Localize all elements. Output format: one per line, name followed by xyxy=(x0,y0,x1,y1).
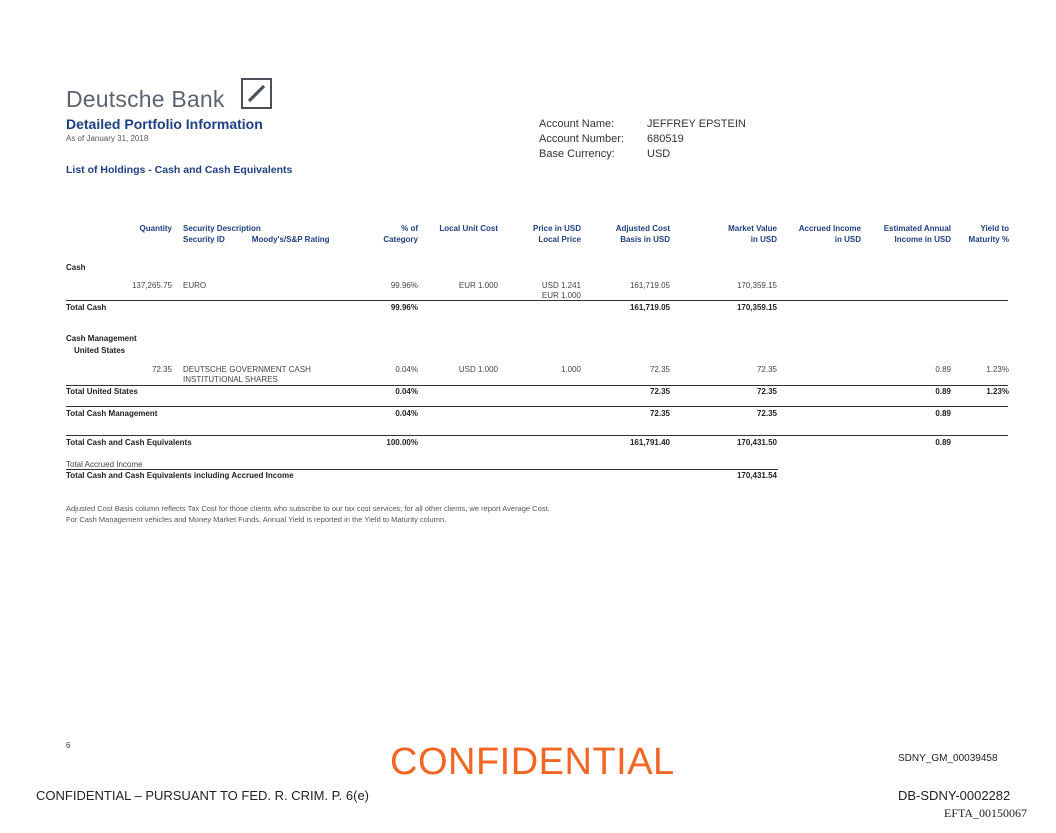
total-cce-label: Total Cash and Cash Equivalents xyxy=(66,438,192,447)
total-cm-label: Total Cash Management xyxy=(66,409,158,418)
col-eai-line2: Income in USD xyxy=(894,235,951,244)
euro-quantity: 137,265.75 xyxy=(131,281,172,290)
note-line-1: Adjusted Cost Basis column reflects Tax Cost for those clients who subscribe to our tax cost services; for all other clients, we report Average Cost. xyxy=(66,504,550,513)
col-quantity: Quantity xyxy=(139,224,172,233)
dws-market-value: 72.35 xyxy=(756,365,777,374)
total-incl-market-value: 170,431.54 xyxy=(736,471,777,480)
euro-description: EURO xyxy=(183,281,207,290)
col-price-line1: Price in USD xyxy=(532,224,581,233)
col-mv-line2: in USD xyxy=(750,235,777,244)
note-line-2: For Cash Management vehicles and Money Market Funds, Annual Yield is reported in the Yield to Maturity column. xyxy=(66,515,447,524)
dws-price: 1.000 xyxy=(560,365,581,374)
dws-local-unit-cost: USD 1.000 xyxy=(458,365,498,374)
col-price xyxy=(505,223,581,245)
section-cash: Cash xyxy=(66,263,86,272)
col-rating: Moody's/S&P Rating xyxy=(251,235,330,244)
sdny-bates-id: SDNY_GM_00039458 xyxy=(898,753,998,764)
col-estimated-income xyxy=(865,223,951,245)
total-us-market-value: 72.35 xyxy=(756,387,777,396)
col-price-line2: Local Price xyxy=(538,235,581,244)
dws-pct: 0.04% xyxy=(395,365,418,374)
subsection-united-states: United States xyxy=(74,346,126,355)
total-us-pct: 0.04% xyxy=(395,387,418,396)
euro-price-local: EUR 1.000 xyxy=(541,291,581,300)
dws-adjusted-cost: 72.35 xyxy=(649,365,670,374)
total-us-adjusted-cost: 72.35 xyxy=(649,387,670,396)
divider xyxy=(66,406,1008,407)
col-yield xyxy=(955,223,1009,245)
col-adj-line2: Basis in USD xyxy=(620,235,670,244)
account-name-value: JEFFREY EPSTEIN xyxy=(647,118,746,130)
total-cce-pct: 100.00% xyxy=(386,438,418,447)
logo-text: Deutsche Bank xyxy=(66,86,225,112)
euro-price-usd: USD 1.241 xyxy=(541,281,581,290)
divider xyxy=(66,385,1008,386)
section-subtitle: List of Holdings - Cash and Cash Equivalents xyxy=(66,164,293,176)
total-cash-adjusted-cost: 161,719.05 xyxy=(629,303,670,312)
dws-yield: 1.23% xyxy=(986,365,1009,374)
confidential-stamp: CONFIDENTIAL xyxy=(390,741,675,783)
total-cm-market-value: 72.35 xyxy=(756,409,777,418)
dws-description-2: INSTITUTIONAL SHARES xyxy=(183,375,278,384)
col-security-description: Security Description xyxy=(183,224,261,233)
col-pct-category xyxy=(350,223,418,245)
col-adjusted-cost xyxy=(590,223,670,245)
col-pct-line2: Category xyxy=(383,235,418,244)
divider xyxy=(66,300,1008,301)
col-accrued-income xyxy=(780,223,861,245)
account-name-label: Account Name: xyxy=(539,118,615,130)
total-cm-adjusted-cost: 72.35 xyxy=(649,409,670,418)
col-ai-line1: Accrued Income xyxy=(798,224,861,233)
total-cce-adjusted-cost: 161,791.40 xyxy=(629,438,670,447)
col-mv-line1: Market Value xyxy=(728,224,777,233)
total-cash-label: Total Cash xyxy=(66,303,107,312)
col-eai-line1: Estimated Annual xyxy=(883,224,951,233)
euro-local-unit-cost: EUR 1.000 xyxy=(458,281,498,290)
account-number-label: Account Number: xyxy=(539,133,624,145)
divider xyxy=(66,469,778,470)
total-cm-pct: 0.04% xyxy=(395,409,418,418)
section-cash-management: Cash Management xyxy=(66,334,137,343)
col-market-value xyxy=(697,223,777,245)
deutsche-bank-logo-icon xyxy=(241,78,272,109)
account-number-value: 680519 xyxy=(647,133,684,145)
base-currency-label: Base Currency: xyxy=(539,148,615,160)
page-number: 6 xyxy=(66,741,71,750)
total-cce-market-value: 170,431.50 xyxy=(736,438,777,447)
euro-pct: 99.96% xyxy=(390,281,418,290)
as-of-date: As of January 31, 2018 xyxy=(66,134,149,143)
dws-quantity: 72.35 xyxy=(151,365,172,374)
col-local-unit-cost: Local Unit Cost xyxy=(439,224,498,233)
base-currency-value: USD xyxy=(647,148,671,160)
euro-market-value: 170,359.15 xyxy=(736,281,777,290)
total-incl-label: Total Cash and Cash Equivalents including Accrued Income xyxy=(66,471,294,480)
efta-id: EFTA_00150067 xyxy=(944,806,1028,820)
total-cash-pct: 99.96% xyxy=(390,303,418,312)
confidential-notice: CONFIDENTIAL – PURSUANT TO FED. R. CRIM. P. 6(e) xyxy=(36,788,370,803)
page-title: Detailed Portfolio Information xyxy=(66,116,263,132)
total-us-est-income: 0.89 xyxy=(935,387,951,396)
total-cce-est-income: 0.89 xyxy=(935,438,951,447)
db-bates-id: DB-SDNY-0002282 xyxy=(898,788,1011,803)
total-accrued-label: Total Accrued Income xyxy=(66,460,143,469)
total-us-label: Total United States xyxy=(66,387,138,396)
account-info xyxy=(539,117,746,162)
col-ai-line2: in USD xyxy=(834,235,861,244)
dws-est-income: 0.89 xyxy=(935,365,951,374)
col-ytm-line2: Maturity % xyxy=(968,235,1009,244)
col-ytm-line1: Yield to xyxy=(980,224,1009,233)
col-adj-line1: Adjusted Cost xyxy=(615,224,670,233)
dws-description-1: DEUTSCHE GOVERNMENT CASH xyxy=(183,365,311,374)
divider xyxy=(66,435,1008,436)
col-pct-line1: % of xyxy=(401,224,418,233)
total-us-yield: 1.23% xyxy=(986,387,1009,396)
total-cash-market-value: 170,359.15 xyxy=(736,303,777,312)
col-security-id: Security ID xyxy=(183,235,225,244)
total-cm-est-income: 0.89 xyxy=(935,409,951,418)
euro-adjusted-cost: 161,719.05 xyxy=(629,281,670,290)
